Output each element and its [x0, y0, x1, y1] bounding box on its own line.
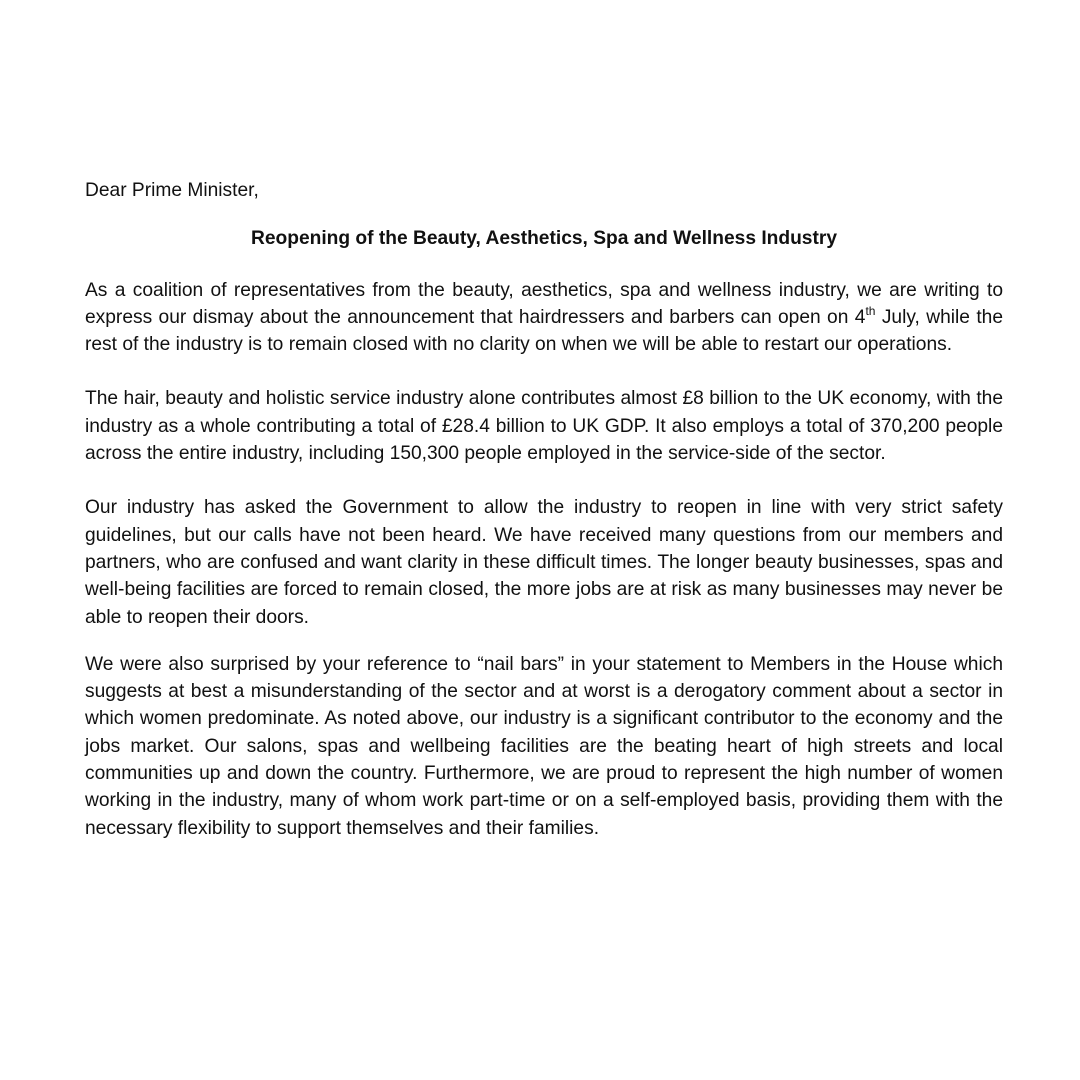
letter-page — [85, 177, 1003, 842]
salutation: Dear Prime Minister, — [85, 180, 259, 201]
letter-subject-heading: Reopening of the Beauty, Aesthetics, Spa and Wellness Industry — [250, 228, 838, 250]
paragraph-opening — [85, 277, 1003, 359]
date-ordinal-suffix: th — [865, 303, 876, 318]
paragraph-reopening-request: Our industry has asked the Government to allow the industry to reopen in line with very strict safety guidelines, but our calls have not been heard. We have received many questions from our members and partners, who are confused and want clarity in these difficult times. The longer beauty businesses, spas and well-being facilities are forced to remain closed, the more jobs are at risk as many businesses may never be able to reopen their doors. — [85, 497, 1003, 628]
paragraph-nail-bars-comment: We were also surprised by your reference to “nail bars” in your statement to Members in the House which suggests at best a misunderstanding of the sector and at worst is a derogatory comment about a sector in which women predominate. As noted above, our industry is a significant contributor to the economy and the jobs market. Our salons, spas and wellbeing facilities are the beating heart of high streets and local communities up and down the country. Furthermore, we are proud to represent the high number of women working in the industry, many of whom work part-time or on a self-employed basis, providing them with the necessary flexibility to support themselves and their families. — [85, 653, 1003, 839]
paragraph-opening-text: As a coalition of representatives from the beauty, aesthetics, spa and wellness industry, we are writing to express our dismay about the announcement that hairdressers and barbers can open on 4 — [85, 279, 1003, 328]
paragraph-economic-contribution: The hair, beauty and holistic service industry alone contributes almost £8 billion to the UK economy, with the industry as a whole contributing a total of £28.4 billion to UK GDP. It also employs a total of 370,200 people across the entire industry, including 150,300 people employed in the service-side of the sector. — [85, 388, 1003, 465]
paragraph-opening-text-continued: July, while the rest of the industry is to remain closed with no clarity on when we will be able to restart our operations. — [85, 306, 1003, 356]
